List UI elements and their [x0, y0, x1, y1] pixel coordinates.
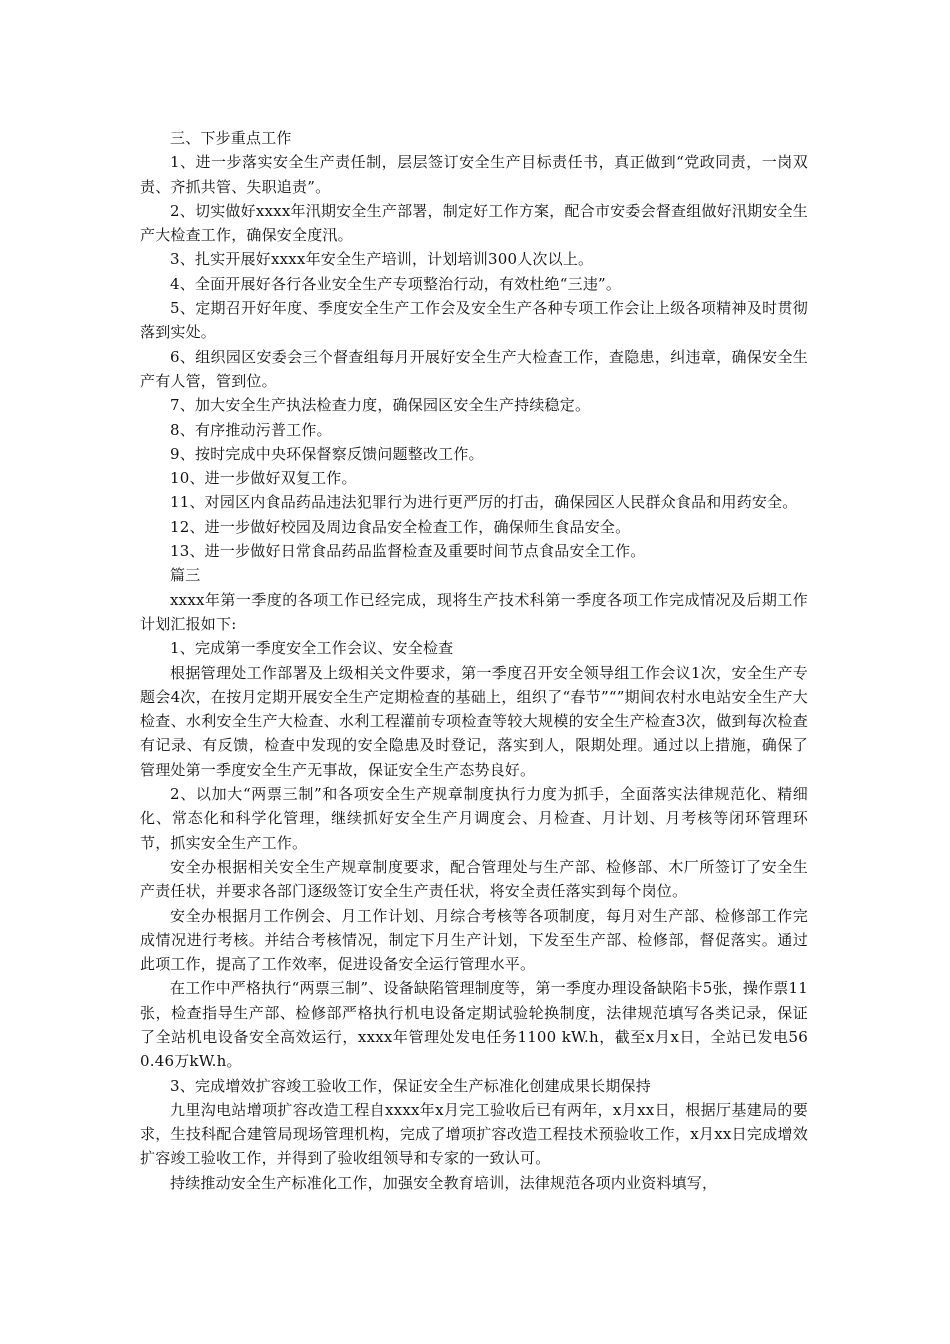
- body-paragraph: 九里沟电站增项扩容改造工程自xxxx年x月完工验收后已有两年，x月xx日，根据厅基建局的要求，生技科配合建管局现场管理机构，完成了增项扩容改造工程技术预验收工作，x月xx日完成增效扩容竣工验收工作，并得到了验收组领导和专家的一致认可。: [140, 1100, 808, 1168]
- body-paragraph: xxxx年第一季度的各项工作已经完成，现将生产技术科第一季度各项工作完成情况及后期工作计划汇报如下:: [140, 590, 808, 633]
- list-item: 5、定期召开好年度、季度安全生产工作会及安全生产各种专项工作会让上级各项精神及时贯彻落到实处。: [140, 299, 808, 342]
- list-item: 8、有序推动污普工作。: [170, 420, 332, 439]
- list-item: 11、对园区内食品药品违法犯罪行为进行更严厉的打击，确保园区人民群众食品和用药安全。: [170, 493, 798, 512]
- body-paragraph: 在工作中严格执行“两票三制”、设备缺陷管理制度等，第一季度办理设备缺陷卡5张，操作票11张，检查指导生产部、检修部严格执行机电设备定期试验轮换制度，法律规范填写各类记录，保证了全站机电设备安全高效运行，xxxx年管理处发电任务1100 kW.h，截至x月x日，全站已发电560.46万kW.h。: [140, 979, 808, 1071]
- section-heading: 篇三: [170, 566, 201, 585]
- subsection-heading: 3、完成增效扩容竣工验收工作，保证安全生产标准化创建成果长期保持: [170, 1076, 651, 1095]
- list-item: 2、切实做好xxxx年汛期安全生产部署，制定好工作方案，配合市安委会督查组做好汛期安全生产大检查工作，确保安全度汛。: [140, 201, 808, 245]
- document-body: [140, 126, 808, 1195]
- list-item: 9、按时完成中央环保督察反馈问题整改工作。: [170, 444, 484, 463]
- body-paragraph: 安全办根据月工作例会、月工作计划、月综合考核等各项制度，每月对生产部、检修部工作完成情况进行考核。并结合考核情况，制定下月生产计划，下发至生产部、检修部，督促落实。通过此项工作，提高了工作效率，促进设备安全运行管理水平。: [140, 906, 808, 974]
- subsection-heading: 1、完成第一季度安全工作会议、安全检查: [170, 639, 454, 658]
- list-item: 6、组织园区安委会三个督查组每月开展好安全生产大检查工作，查隐患，纠违章，确保安全生产有人管，管到位。: [140, 347, 808, 390]
- body-paragraph: 根据管理处工作部署及上级相关文件要求，第一季度召开安全领导组工作会议1次，安全生产专题会4次，在按月定期开展安全生产定期检查的基础上，组织了“春节”“”期间农村水电站安全生产大检查、水利安全生产大检查、水利工程灌前专项检查等较大规模的安全生产检查3次，做到每次检查有记录、有反馈，检查中发现的安全隐患及时登记，落实到人，限期处理。通过以上措施，确保了管理处第一季度安全生产无事故，保证安全生产态势良好。: [140, 663, 808, 779]
- list-item: 7、加大安全生产执法检查力度，确保园区安全生产持续稳定。: [170, 396, 591, 415]
- body-paragraph: 2、以加大“两票三制”和各项安全生产规章制度执行力度为抓手，全面落实法律规范化、精细化、常态化和科学化管理，继续抓好安全生产月调度会、月检查、月计划、月考核等闭环管理环节，抓实安全生产工作。: [140, 785, 808, 852]
- list-item: 10、进一步做好双复工作。: [170, 469, 357, 488]
- list-item: 1、进一步落实安全生产责任制，层层签订安全生产目标责任书，真正做到“党政同责，一岗双责、齐抓共管、失职追责”。: [140, 153, 808, 196]
- body-paragraph: 持续推动安全生产标准化工作，加强安全教育培训，法律规范各项内业资料填写，: [170, 1173, 718, 1192]
- list-item: 3、扎实开展好xxxx年安全生产培训，计划培训300人次以上。: [170, 250, 594, 269]
- section-heading: 三、下步重点工作: [170, 129, 292, 147]
- list-item: 12、进一步做好校园及周边食品安全检查工作，确保师生食品安全。: [170, 517, 631, 536]
- list-item: 13、进一步做好日常食品药品监督检查及重要时间节点食品安全工作。: [170, 542, 646, 561]
- list-item: 4、全面开展好各行各业安全生产专项整治行动，有效杜绝“三违”。: [170, 274, 622, 293]
- body-paragraph: 安全办根据相关安全生产规章制度要求，配合管理处与生产部、检修部、木厂所签订了安全生产责任状，并要求各部门逐级签订安全生产责任状，将安全责任落实到每个岗位。: [140, 857, 808, 901]
